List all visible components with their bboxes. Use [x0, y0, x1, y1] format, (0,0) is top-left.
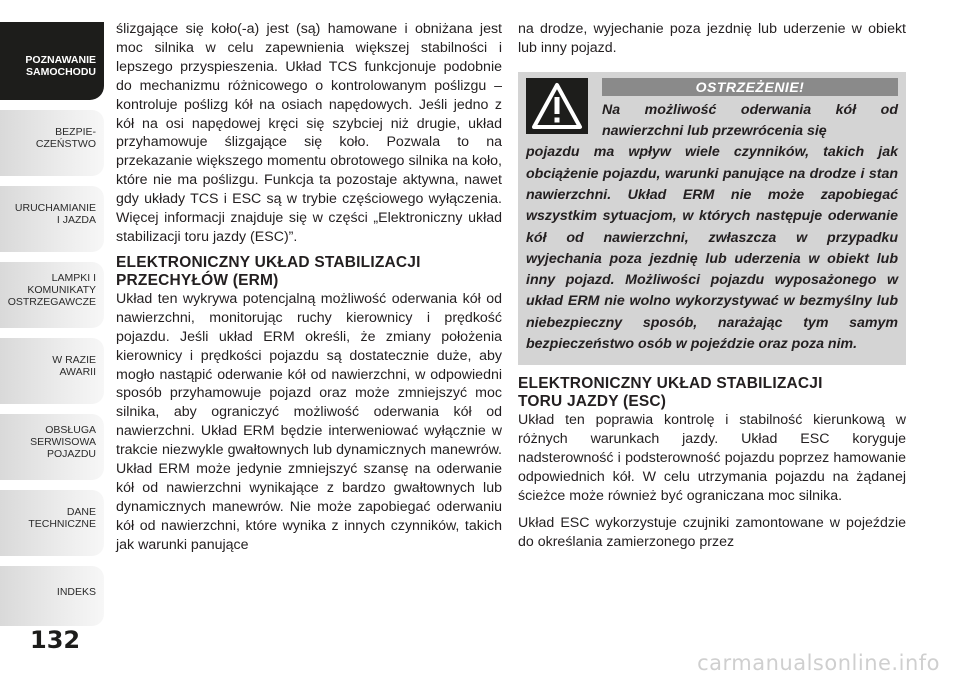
erm-paragraph: Układ ten wykrywa potencjalną możliwość oderwania kół od nawierzchni, monitorując ruchy kierownicy i prędkość pojazdu. Jeśli układ ERM określi, że zmiany położenia kierownicy i prędkości pojazdu są dostatecznie duże, aby mogło nastąpić oderwanie kół od nawierzchni, w odpowiedni sposób przyhamowuje pojazd oraz może zmniejszyć moc silnika, aby ograniczyć możliwość oderwania kół od nawierzchni. Układ ERM będzie interweniować wyłącznie w trakcie niezwykle gwałtownych lub dynamicznych manewrów. Układ ERM może jedynie zmniejszyć szansę na oderwanie kół od nawierzchni wynikające z bardzo gwałtownych lub dynamicznych manewrów. Nie może zapobiegać oderwaniu kół od nawierzchni, które wynika z innych czynników, takich jak warunki panujące [116, 290, 502, 553]
tab-obsluga-serwisowa[interactable] [0, 414, 104, 480]
esc-heading-line: ELEKTRONICZNY UKŁAD STABILIZACJI [518, 375, 823, 393]
tab-dane-techniczne[interactable] [0, 490, 104, 556]
tab-w-razie-awarii[interactable] [0, 338, 104, 404]
watermark: carmanualsonline.info [697, 651, 940, 675]
warning-text [526, 100, 898, 356]
tab-label-line: SERWISOWA [30, 436, 96, 448]
tab-uruchamianie-i-jazda[interactable] [0, 186, 104, 252]
erm-heading [116, 254, 502, 290]
tab-label-line: DANE [66, 506, 96, 518]
tab-lampki-i-komunikaty[interactable] [0, 262, 104, 328]
tab-label-line: POJAZDU [46, 448, 96, 460]
tab-label-line: SAMOCHODU [26, 66, 96, 78]
tab-label-line: INDEKS [56, 586, 96, 598]
esc-paragraph: Układ ten poprawia kontrolę i stabilność kierunkową w różnych warunkach jazdy. Układ ESC koryguje nadsterowność i podsterowność pojazdu poprzez hamowanie odpowiednich kół. W celu utrzymania pojazdu na żądanej ścieżce może również być ograniczana moc silnika. [518, 412, 906, 504]
tab-label-line: OSTRZEGAWCZE [7, 296, 96, 308]
warning-box [518, 72, 906, 366]
page-number: 132 [30, 626, 81, 654]
warning-triangle-icon [526, 78, 588, 134]
tab-label-line: TECHNICZNE [28, 518, 96, 530]
esc-paragraph: Układ ESC wykorzystuje czujniki zamontowane w pojeździe do określania zamierzonego przez [518, 514, 906, 550]
tab-label-line: I JAZDA [56, 214, 96, 226]
tab-label-line: W RAZIE [52, 354, 96, 366]
tab-label-line: BEZPIE- [55, 126, 96, 138]
tcs-paragraph: ślizgające się koło(-a) jest (są) hamowane i obniżana jest moc silnika w celu zapewnienia większej stabilności i lepszego przyspieszenia. Układ TCS funkcjonuje podobnie do mechanizmu różnicowego o kontrolowanym poślizgu – kontroluje poślizg kół na osiach napędowych. Jeśli jedno z kół na osi napędowej kręci się szybciej niż drugie, układ przyhamowuje ślizgające się koło. Pozwala to na przekazanie większego momentu obrotowego silnika na koło, które nie ma poślizgu. Funkcja ta pozostaje aktywna, nawet gdy układy TCS i ESC są w trybie częściowego wyłączenia. Więcej informacji znajduje się w części „Elektroniczny układ stabilizacji toru jazdy (ESC)”. [116, 21, 502, 245]
esc-heading [518, 375, 906, 411]
tab-label-line: OBSŁUGA [45, 424, 96, 436]
tab-poznawanie-samochodu[interactable] [0, 22, 104, 100]
left-column [116, 20, 502, 555]
tab-indeks[interactable] [0, 566, 104, 626]
warning-title: OSTRZEŻENIE! [602, 78, 898, 96]
warning-text-rest: pojazdu ma wpływ wiele czynników, takich jak obciążenie pojazdu, warunki panujące na drodze i stan nawierzchni. Układ ERM nie może zapobiegać wszystkim sytuacjom, w których następuje oderwanie kół od nawierzchni, zwłaszcza w przypadku wyjechania poza jezdnię lub uderzenia w obiekt lub inny pojazd. Możliwości pojazdu wyposażonego w układ ERM nie wolno wykorzystywać w bezmyślny lub niebezpieczny sposób, narażając tym samym bezpieczeństwo osób w pojeździe oraz poza nim. [526, 144, 898, 353]
tab-label-line: URUCHAMIANIE [14, 202, 96, 214]
esc-heading-line: TORU JAZDY (ESC) [518, 393, 667, 411]
right-column [518, 20, 906, 552]
tab-bezpieczenstwo[interactable] [0, 110, 104, 176]
tab-label-line: CZEŃSTWO [35, 138, 96, 150]
continuation-paragraph: na drodze, wyjechanie poza jezdnię lub uderzenie w obiekt lub inny pojazd. [518, 21, 906, 56]
warning-text-indented: Na możliwość oderwania kół od nawierzchni lub przewrócenia się [602, 101, 898, 140]
tab-label-line: POZNAWANIE [25, 54, 96, 66]
tab-label-line: AWARII [59, 366, 96, 378]
erm-heading-line: PRZECHYŁÓW (ERM) [116, 271, 279, 289]
tab-label-line: LAMPKI I [51, 272, 96, 284]
erm-heading-line: ELEKTRONICZNY UKŁAD STABILIZACJI [116, 253, 421, 271]
tab-label-line: KOMUNIKATY [27, 284, 96, 296]
